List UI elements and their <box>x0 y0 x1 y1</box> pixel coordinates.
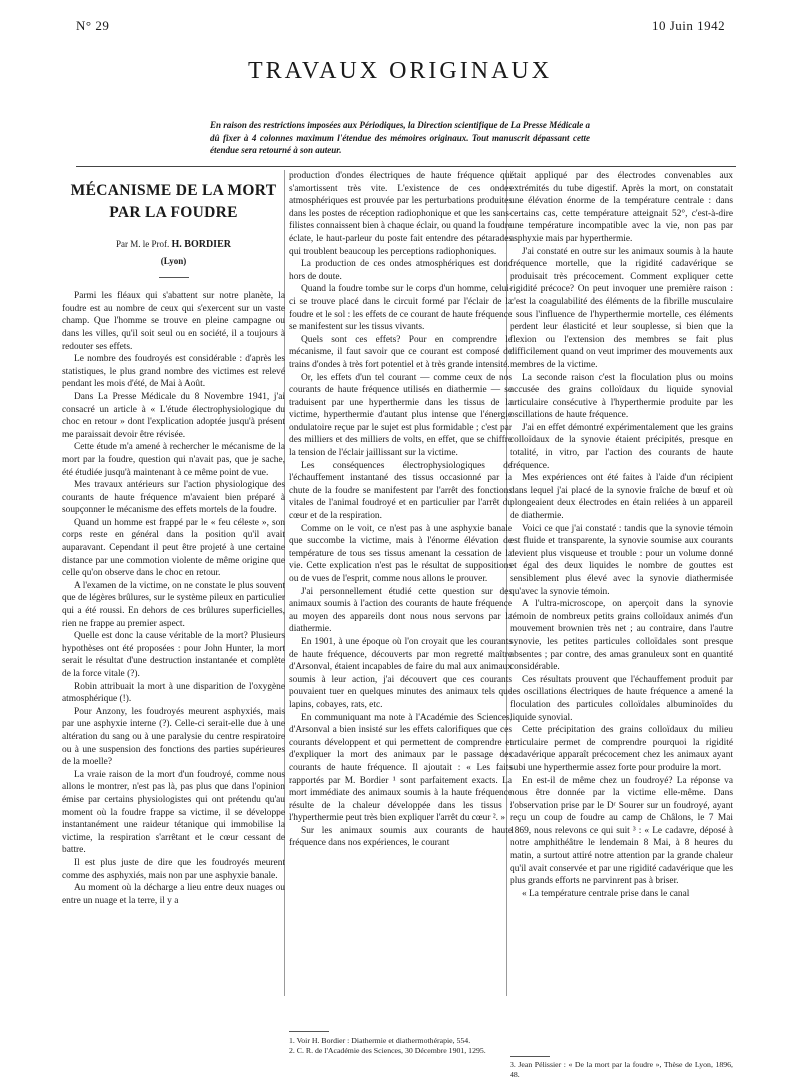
paragraph: Au moment où la décharge a lieu entre deux nuages ou entre un nuage et la terre, il y a <box>62 883 285 906</box>
paragraph: était appliqué par des électrodes convenables aux extrémités du tube digestif. Après la mort, on constatait une élévation énorme de la température centrale : dans certains cas, cette température atteignait 52°, c'est-à-dire une température incompatible avec la vie, non pas par asphyxie mais par hyperthermie. <box>510 171 733 244</box>
article-title-line-2: PAR LA FOUDRE <box>109 204 238 221</box>
paragraph: Cette étude m'a amené à rechercher le mécanisme de la mort par la foudre, question qui n'avait pas, que je sache, été étudiée jusqu'à maintenant à ce même point de vue. <box>62 442 285 478</box>
paragraph: A l'examen de la victime, on ne constate le plus souvent que de légères brûlures, sur le système pileux en particulier qui a été roussi. En dehors de ces brûlures superficielles, rien ne frappe au premier aspect. <box>62 580 285 629</box>
column-3-footnotes <box>510 1060 733 1080</box>
title-ornament-rule <box>159 277 189 278</box>
paragraph: Robin attribuait la mort à une disparition de l'oxygène atmosphérique (!). <box>62 681 285 705</box>
paragraph: J'ai personnellement étudié cette question sur des animaux soumis à l'action des courants de haute fréquence au moyen des appareils dont nous nous servons par la diathermie. <box>289 586 512 635</box>
author-name: H. BORDIER <box>171 239 231 250</box>
paragraph: Sur les animaux soumis aux courants de haute fréquence dans nos expériences, le courant <box>289 825 512 849</box>
article-title <box>62 180 285 224</box>
paragraph: Voici ce que j'ai constaté : tandis que la synovie témoin est fluide et transparente, la synovie soumise aux courants devient plus visqueuse et trouble : pour un volume donné et égal des deux liquides le nombre de gouttes est sensiblement plus élevé avec la synovie diathermisée qu'avec la synovie témoin. <box>510 523 733 597</box>
column-3 <box>510 170 733 1052</box>
paragraph: Mes expériences ont été faites à l'aide d'un récipient dans lequel j'ai placé de la synovie fraîche de bœuf et où plongeaient deux électrodes en étain reliées à un appareil de diathermie. <box>510 473 733 522</box>
paragraph: Pour Anzony, les foudroyés meurent asphyxiés, mais par une asphyxie interne (?). Celle-ci serait-elle due à une altération du sang ou à une paralysie du centre respiratoire ou à une suspension des fonctions des parties supérieures de la moelle? <box>62 706 285 768</box>
paragraph: Dans La Presse Médicale du 8 Novembre 1941, j'ai consacré un article à « L'étude électrophysiologique du choc en retour » dont l'explication adoptée jusqu'à présent me paraissait devoir être révisée. <box>62 391 285 440</box>
paragraph: La seconde raison c'est la floculation plus ou moins accusée des grains colloïdaux du liquide synovial articulaire consécutive à l'hyperthermie produite par les oscillations de haute fréquence. <box>510 372 733 421</box>
paragraph: En communiquant ma note à l'Académie des Sciences, d'Arsonval a bien insisté sur les effets calorifiques que ces courants développent et qui permettent de comprendre et d'expliquer la mort des animaux par le passage des courants de haute fréquence. Il ajoutait : « Les faits rapportés par M. Bordier ¹ sont parfaitement exacts. La mort immédiate des animaux soumis à la haute fréquence résulte de la chaleur développée dans les tissus : l'hyperthermie peut très bien expliquer l'arrêt du cœur ². » <box>289 712 512 824</box>
paragraph: production d'ondes électriques de haute fréquence qui s'amortissent très vite. L'existence de ces ondes atmosphériques est prouvée par les perturbations produites dans les postes de réception radiophonique et que les sans-filistes connaissent bien à chaque éclair, ou quand la foudre éclate, le haut-parleur du poste fait entendre des pétarades qui troublent beaucoup les perceptions radiophoniques. <box>289 171 512 257</box>
header-rule <box>76 166 736 167</box>
issue-date: 10 Juin 1942 <box>652 18 726 33</box>
section-title: TRAVAUX ORIGINAUX <box>247 58 553 84</box>
column-2-footnotes <box>289 1036 506 1056</box>
paragraph: J'ai constaté en outre sur les animaux soumis à la haute fréquence mortelle, que la rigidité cadavérique se produisait très précocement. Comment expliquer cette rigidité précoce? On peut invoquer une première raison : c'est la coagulabilité des éléments de la fibrille musculaire : sous l'influence de l'hyperthermie mortelle, ces éléments perdent leur élasticité et leur souplesse, si bien que la flexion ou l'extension des membres se fait plus difficilement quand on veut imprimer des mouvements aux membres de la victime. <box>510 246 733 370</box>
paragraph: La vraie raison de la mort d'un foudroyé, comme nous allons le montrer, n'est pas là, pas plus que dans l'opinion émise par certains physiologistes qui ont prétendu qu'au moment où la foudre frappe sa victime, il se développe instantanément une raideur tétanique qui immobilise la victime, la respiration s'arrêtant et le cœur cessant de battre. <box>62 769 285 856</box>
paragraph: En 1901, à une époque où l'on croyait que les courants de haute fréquence, découverts par mon regretté maître d'Arsonval, étaient incapables de faire du mal aux animaux soumis à leur action, j'ai découvert que ces courants pouvaient tuer en quelques minutes des animaux tels que lapins, cobayes, rats, etc. <box>289 636 512 710</box>
column-2 <box>289 170 512 1060</box>
paragraph: La production de ces ondes atmosphériques est donc hors de doute. <box>289 259 512 282</box>
paragraph: Quels sont ces effets? Pour en comprendre le mécanisme, il faut savoir que ce courant est composé de trains d'ondes à très fort potentiel et à très grande intensité. <box>289 334 512 370</box>
column-1 <box>62 170 285 990</box>
paragraph: Cette précipitation des grains colloïdaux du milieu articulaire permet de comprendre pourquoi la rigidité cadavérique apparaît précocement chez les animaux ayant subi une hyperthermie assez forte pour produire la mort. <box>510 725 733 773</box>
paragraph: A l'ultra-microscope, on aperçoit dans la synovie témoin de nombreux petits grains colloïdaux animés d'un mouvement brownien très net ; au contraire, dans l'autre synovie, les petites particules colloïdales sont presque absentes ; par contre, des amas granuleux sont en quantité considérable. <box>510 599 733 673</box>
paragraph: Ces résultats prouvent que l'échauffement produit par les oscillations électriques de haute fréquence a amené la floculation des particules colloïdales albuminoïdes du liquide synovial. <box>510 674 733 723</box>
column-3-body <box>510 170 733 900</box>
article-title-line-1: MÉCANISME DE LA MORT <box>70 182 277 199</box>
footnote: 2. C. R. de l'Académie des Sciences, 30 Décembre 1901, 1295. <box>289 1046 486 1055</box>
paragraph: Comme on le voit, ce n'est pas à une asphyxie banale que succombe la victime, mais à l'énorme élévation de température de tous ses tissus amenant la cessation de la vie. Cette explication n'est pas le résultat de suppositions ou de vues de l'esprit, comme nous allons le prouver. <box>289 523 512 584</box>
paragraph: J'ai en effet démontré expérimentalement que les grains colloïdaux de la synovie étaient précipités, presque en totalité, in vitro, par l'action des courants de haute fréquence. <box>510 422 733 471</box>
footnote: 3. Jean Pélissier : « De la mort par la foudre », Thèse de Lyon, 1896, 48. <box>510 1060 733 1079</box>
paragraph: Quand un homme est frappé par le « feu céleste », son corps reste en général dans la position qu'il avait auparavant. Cependant il peut être projeté à une certaine distance par une commotion violente de même origine que celle qu'on observe dans le choc en retour. <box>62 517 285 579</box>
paragraph: Le nombre des foudroyés est considérable : d'après les statistiques, le plus grand nombre des victimes est relevé pendant les mois d'été, de Mai à Août. <box>62 354 285 390</box>
paragraph: Les conséquences électrophysiologiques de l'échauffement instantané des tissus occasionné par la chute de la foudre se manifestent par l'arrêt des fonctions vitales de l'animal foudroyé et en particulier par l'arrêt du cœur et de la respiration. <box>289 460 512 522</box>
paragraph: Quelle est donc la cause véritable de la mort? Plusieurs hypothèses ont été proposées : pour John Hunter, la mort serait le résultat d'une destruction instantanée et complète de la force vitale (?). <box>62 631 285 679</box>
paragraph: Il est plus juste de dire que les foudroyés meurent comme des asphyxiés, mais non par une asphyxie banale. <box>62 857 285 881</box>
footnote: 1. Voir H. Bordier : Diathermie et diathermothérapie, 554. <box>289 1036 471 1045</box>
editorial-notice: En raison des restrictions imposées aux Périodiques, la Direction scientifique de La Presse Médicale a dû fixer à 4 colonnes maximum l'étendue des mémoires originaux. Tout manuscrit dépassant cette étendue sera retourné à son auteur. <box>210 120 590 155</box>
issue-number: N° 29 <box>76 18 110 33</box>
footnote-rule <box>289 1031 329 1032</box>
paragraph: Mes travaux antérieurs sur l'action physiologique des courants de haute fréquence m'avaient bien préparé à soupçonner le mécanisme des effets mortels de la foudre. <box>62 480 285 516</box>
paragraph: Quand la foudre tombe sur le corps d'un homme, celui-ci se trouve placé dans le circuit formé par l'éclair de la foudre et le sol : les effets de ce courant de haute fréquence se manifestent sur les tissus vivants. <box>289 284 512 333</box>
byline-prefix: Par M. le Prof. <box>116 239 170 249</box>
column-2-body <box>289 170 512 850</box>
byline <box>62 238 285 252</box>
paragraph: Or, les effets d'un tel courant — comme ceux de nos courants de haute fréquence utilisés en diathermie — se traduisent par une hyperthermie dans les tissus de la victime, hyperthermie d'autant plus intense que l'énergie ondulatoire reçue par le sujet est plus formidable ; c'est par des milliers et des milliers de volts, en effet, que se chiffre la tension de l'éclair jaillissant sur la victime. <box>289 372 512 459</box>
paragraph: En est-il de même chez un foudroyé? La réponse va nous être donnée par la victime elle-même. Dans l'observation prise par le Dʳ Sourer sur un foudroyé, ayant reçu un coup de foudre au camp de Châlons, le 7 Mai 1869, nous relevons ce qui suit ³ : « Le cadavre, déposé à notre amphithéâtre le lendemain 8 Mai, à 8 heures du matin, a surtout attiré notre attention par la grande chaleur qu'il avait conservée et par une rigidité cadavérique que les plus grands efforts ne parvinrent pas à briser. <box>510 775 733 887</box>
author-affiliation: (Lyon) <box>160 255 187 266</box>
column-1-body <box>62 290 285 907</box>
paragraph: Parmi les fléaux qui s'abattent sur notre planète, la foudre est au nombre de ceux qui s'exercent sur un vaste champ. Que l'homme se trouve en pleine campagne ou dans les villes, qu'il soit seul ou en société, il a toujours à redouter ses effets. <box>62 291 285 352</box>
paragraph: « La température centrale prise dans le canal <box>522 888 690 899</box>
footnote-rule <box>510 1056 550 1057</box>
